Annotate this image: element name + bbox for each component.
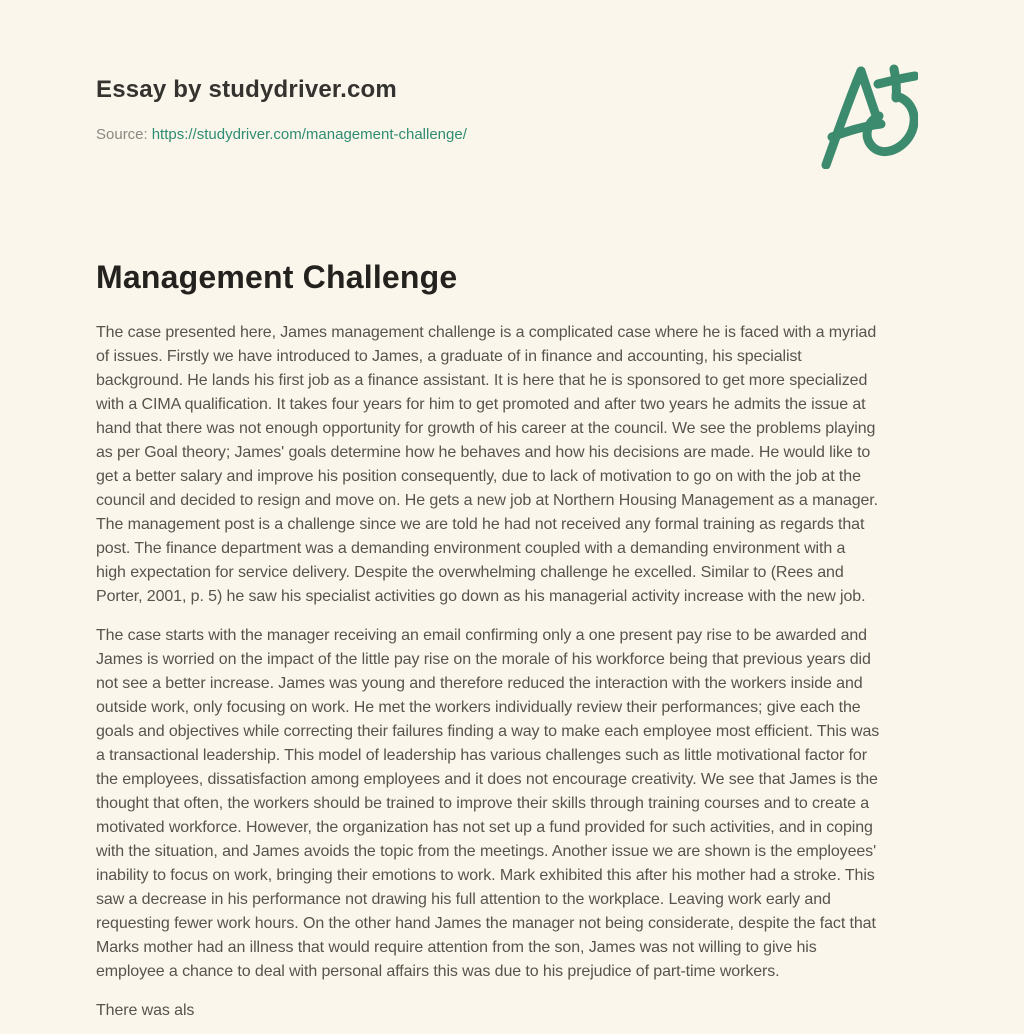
- text-line: saw a decrease in his performance not drawing his full attention to the workplace. Leaving work early and: [96, 891, 831, 908]
- text-line: Marks mother had an illness that would require attention from the son, James was not willing to give his: [96, 939, 817, 956]
- text-line: There was als: [96, 1002, 195, 1019]
- text-line: motivated workforce. However, the organization has not set up a fund provided for such activities, and in coping: [96, 819, 873, 836]
- text-line: outside work, only focusing on work. He met the workers individually review their performances; give each the: [96, 699, 861, 716]
- text-line: of issues. Firstly we have introduced to James, a graduate of in finance and accounting, his specialist: [96, 348, 802, 365]
- text-line: post. The finance department was a demanding environment coupled with a demanding environment with a: [96, 540, 846, 557]
- text-line: high expectation for service delivery. Despite the overwhelming challenge he excelled. Similar to (Rees and: [96, 564, 844, 581]
- essay-paragraph: [96, 624, 928, 984]
- logo-a-left-leg: [826, 71, 861, 165]
- text-line: council and decided to resign and move on. He gets a new job at Northern Housing Management as a manager.: [96, 492, 878, 509]
- text-line: The case starts with the manager receiving an email confirming only a one present pay rise to be awarded and: [96, 627, 867, 644]
- text-line: as per Goal theory; James' goals determine how he behaves and how his decisions are made. He would like to: [96, 444, 871, 461]
- text-line: Porter, 2001, p. 5) he saw his specialist activities go down as his managerial activity increase with the new job.: [96, 588, 866, 605]
- essay-paragraph: [96, 321, 928, 609]
- source-link[interactable]: https://studydriver.com/management-challenge/: [151, 126, 467, 143]
- text-line: the employees, dissatisfaction among employees and it does not encourage creativity. We see that James is the: [96, 771, 878, 788]
- source-label: Source:: [96, 126, 148, 143]
- essay-paragraph: [96, 999, 928, 1023]
- text-line: not see a better increase. James was young and therefore reduced the interaction with the workers inside and: [96, 675, 863, 692]
- source-row: [96, 126, 928, 144]
- text-line: inability to focus on work, bringing their emotions to work. Mark exhibited this after his mother had a stroke. This: [96, 867, 875, 884]
- text-line: with the situation, and James avoids the topic from the meetings. Another issue we are shown is the employees': [96, 843, 877, 860]
- studydriver-a-plus-logo: [818, 63, 918, 169]
- text-line: get a better salary and improve his position consequently, due to lack of motivation to go on with the job at the: [96, 468, 861, 485]
- page-header-title: Essay by studydriver.com: [96, 76, 397, 103]
- text-line: with a CIMA qualification. It takes four years for him to get promoted and after two years he admits the issue at: [96, 396, 866, 413]
- logo-plus-horizontal: [878, 76, 915, 84]
- text-line: a transactional leadership. This model of leadership has various challenges such as little motivational factor for: [96, 747, 867, 764]
- text-line: employee a chance to deal with personal affairs this was due to his prejudice of part-time workers.: [96, 963, 780, 980]
- text-line: The management post is a challenge since we are told he had not received any formal training as regards that: [96, 516, 865, 533]
- text-line: requesting fewer work hours. On the other hand James the manager not being considerate, despite the fact that: [96, 915, 876, 932]
- text-line: background. He lands his first job as a finance assistant. It is here that he is sponsored to get more specialized: [96, 372, 868, 389]
- essay-title: Management Challenge: [96, 259, 458, 295]
- essay-body: [96, 321, 928, 1023]
- text-line: James is worried on the impact of the little pay rise on the morale of his workforce being that previous years did: [96, 651, 871, 668]
- text-line: thought that often, the workers should be trained to improve their skills through training courses and to create a: [96, 795, 870, 812]
- text-line: hand that there was not enough opportunity for growth of his career at the council. We see the problems playing: [96, 420, 876, 437]
- text-line: The case presented here, James management challenge is a complicated case where he is faced with a myriad: [96, 324, 877, 341]
- text-line: goals and objectives while correcting their failures finding a way to make each employee most efficient. This was: [96, 723, 880, 740]
